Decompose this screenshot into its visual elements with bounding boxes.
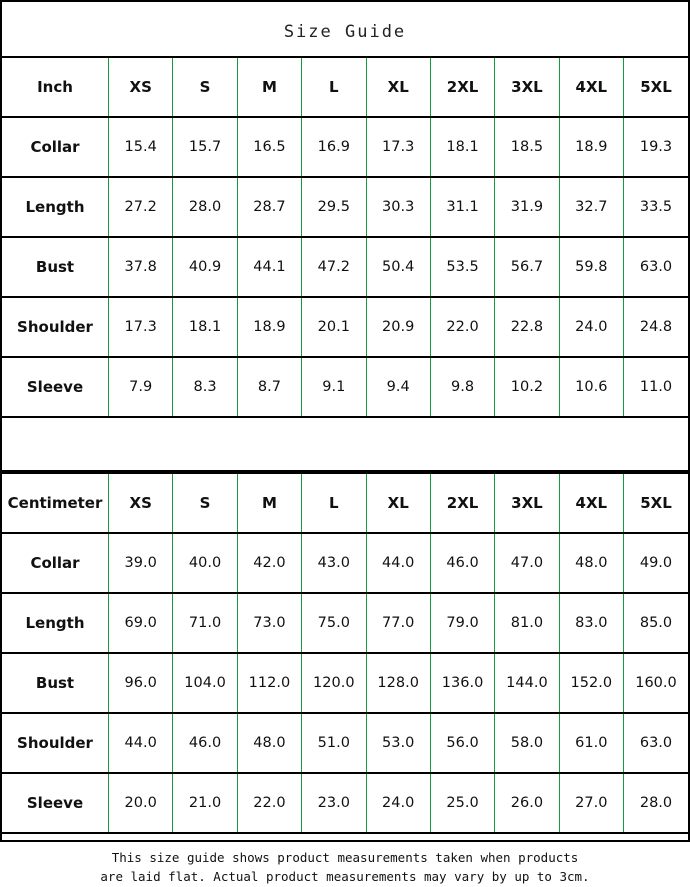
table-row (2, 713, 688, 773)
cell-shoulder-s-inch: 18.1 (173, 297, 237, 357)
cell-shoulder-s-cm: 46.0 (173, 713, 237, 773)
cell-length-4xl-inch: 32.7 (559, 177, 623, 237)
cell-collar-l-inch: 16.9 (302, 117, 366, 177)
cell-sleeve-l-inch: 9.1 (302, 357, 366, 417)
cell-bust-2xl-cm: 136.0 (430, 653, 494, 713)
cell-bust-s-inch: 40.9 (173, 237, 237, 297)
cell-length-s-inch: 28.0 (173, 177, 237, 237)
cell-shoulder-3xl-inch: 22.8 (495, 297, 559, 357)
cell-length-2xl-cm: 79.0 (430, 593, 494, 653)
cell-collar-l-cm: 43.0 (302, 533, 366, 593)
cell-sleeve-xs-inch: 7.9 (109, 357, 173, 417)
cell-length-3xl-inch: 31.9 (495, 177, 559, 237)
row-label-shoulder-cm: Shoulder (2, 713, 109, 773)
cell-bust-xl-inch: 50.4 (366, 237, 430, 297)
table-row (2, 297, 688, 357)
cell-bust-s-cm: 104.0 (173, 653, 237, 713)
size-header-3xl: 3XL (495, 57, 559, 117)
size-header-l-cm: L (302, 473, 366, 533)
cell-shoulder-4xl-inch: 24.0 (559, 297, 623, 357)
size-header-xl: XL (366, 57, 430, 117)
cell-length-3xl-cm: 81.0 (495, 593, 559, 653)
cell-shoulder-l-inch: 20.1 (302, 297, 366, 357)
cell-sleeve-m-inch: 8.7 (237, 357, 301, 417)
table-row (2, 593, 688, 653)
cell-length-xl-cm: 77.0 (366, 593, 430, 653)
size-header-2xl-cm: 2XL (430, 473, 494, 533)
cell-collar-m-inch: 16.5 (237, 117, 301, 177)
cell-shoulder-m-cm: 48.0 (237, 713, 301, 773)
cell-collar-3xl-cm: 47.0 (495, 533, 559, 593)
cell-shoulder-2xl-cm: 56.0 (430, 713, 494, 773)
cell-sleeve-3xl-inch: 10.2 (495, 357, 559, 417)
row-label-sleeve-inch: Sleeve (2, 357, 109, 417)
cell-bust-3xl-inch: 56.7 (495, 237, 559, 297)
footnote-line-2: are laid flat. Actual product measurements may vary by up to 3cm. (100, 869, 590, 885)
cell-length-4xl-cm: 83.0 (559, 593, 623, 653)
cell-sleeve-xl-cm: 24.0 (366, 773, 430, 833)
table-row (2, 237, 688, 297)
page-title: Size Guide (283, 22, 407, 42)
cell-collar-xl-inch: 17.3 (366, 117, 430, 177)
cell-sleeve-l-cm: 23.0 (302, 773, 366, 833)
cell-sleeve-s-cm: 21.0 (173, 773, 237, 833)
cell-collar-xs-inch: 15.4 (109, 117, 173, 177)
table-row (2, 773, 688, 833)
size-header-s-cm: S (173, 473, 237, 533)
cell-collar-5xl-cm: 49.0 (624, 533, 689, 593)
cell-shoulder-5xl-cm: 63.0 (624, 713, 689, 773)
cell-sleeve-2xl-cm: 25.0 (430, 773, 494, 833)
row-label-sleeve-cm: Sleeve (2, 773, 109, 833)
cell-length-xs-cm: 69.0 (109, 593, 173, 653)
cell-collar-s-cm: 40.0 (173, 533, 237, 593)
cell-sleeve-5xl-inch: 11.0 (624, 357, 689, 417)
size-header-m-cm: M (237, 473, 301, 533)
cell-collar-xl-cm: 44.0 (366, 533, 430, 593)
size-table-centimeter (2, 472, 688, 834)
cell-sleeve-3xl-cm: 26.0 (495, 773, 559, 833)
cell-bust-m-cm: 112.0 (237, 653, 301, 713)
cell-sleeve-xs-cm: 20.0 (109, 773, 173, 833)
table-row (2, 533, 688, 593)
table-header-row (2, 57, 688, 117)
row-label-length-cm: Length (2, 593, 109, 653)
cell-collar-4xl-cm: 48.0 (559, 533, 623, 593)
row-label-bust-inch: Bust (2, 237, 109, 297)
cell-shoulder-xs-inch: 17.3 (109, 297, 173, 357)
table-header-row (2, 473, 688, 533)
cell-collar-xs-cm: 39.0 (109, 533, 173, 593)
size-header-2xl: 2XL (430, 57, 494, 117)
size-header-s: S (173, 57, 237, 117)
size-header-xl-cm: XL (366, 473, 430, 533)
size-header-5xl-cm: 5XL (624, 473, 689, 533)
cell-shoulder-4xl-cm: 61.0 (559, 713, 623, 773)
cell-length-l-inch: 29.5 (302, 177, 366, 237)
cell-sleeve-5xl-cm: 28.0 (624, 773, 689, 833)
cell-bust-5xl-inch: 63.0 (624, 237, 689, 297)
cell-bust-4xl-cm: 152.0 (559, 653, 623, 713)
cell-collar-2xl-inch: 18.1 (430, 117, 494, 177)
cell-collar-2xl-cm: 46.0 (430, 533, 494, 593)
cell-length-5xl-cm: 85.0 (624, 593, 689, 653)
cell-bust-l-inch: 47.2 (302, 237, 366, 297)
cell-bust-l-cm: 120.0 (302, 653, 366, 713)
cell-length-m-inch: 28.7 (237, 177, 301, 237)
cell-length-2xl-inch: 31.1 (430, 177, 494, 237)
cell-shoulder-3xl-cm: 58.0 (495, 713, 559, 773)
row-label-shoulder-inch: Shoulder (2, 297, 109, 357)
cell-bust-2xl-inch: 53.5 (430, 237, 494, 297)
cell-sleeve-m-cm: 22.0 (237, 773, 301, 833)
cell-collar-4xl-inch: 18.9 (559, 117, 623, 177)
unit-label-inch: Inch (2, 57, 109, 117)
table-separator (2, 418, 688, 472)
footnote-line-1: This size guide shows product measurements taken when products (111, 850, 579, 865)
cell-collar-s-inch: 15.7 (173, 117, 237, 177)
table-row (2, 177, 688, 237)
cell-shoulder-l-cm: 51.0 (302, 713, 366, 773)
cell-sleeve-4xl-inch: 10.6 (559, 357, 623, 417)
cell-bust-xs-inch: 37.8 (109, 237, 173, 297)
row-label-bust-cm: Bust (2, 653, 109, 713)
cell-bust-5xl-cm: 160.0 (624, 653, 689, 713)
size-header-m: M (237, 57, 301, 117)
cell-shoulder-xl-inch: 20.9 (366, 297, 430, 357)
cell-shoulder-2xl-inch: 22.0 (430, 297, 494, 357)
cell-length-s-cm: 71.0 (173, 593, 237, 653)
unit-label-centimeter: Centimeter (2, 473, 109, 533)
cell-bust-m-inch: 44.1 (237, 237, 301, 297)
row-label-length-inch: Length (2, 177, 109, 237)
table-row (2, 357, 688, 417)
cell-sleeve-4xl-cm: 27.0 (559, 773, 623, 833)
cell-collar-m-cm: 42.0 (237, 533, 301, 593)
cell-shoulder-xl-cm: 53.0 (366, 713, 430, 773)
size-header-l: L (302, 57, 366, 117)
row-label-collar-cm: Collar (2, 533, 109, 593)
cell-bust-xl-cm: 128.0 (366, 653, 430, 713)
cell-collar-5xl-inch: 19.3 (624, 117, 689, 177)
table-row (2, 653, 688, 713)
size-header-4xl: 4XL (559, 57, 623, 117)
size-header-xs-cm: XS (109, 473, 173, 533)
cell-shoulder-5xl-inch: 24.8 (624, 297, 689, 357)
size-header-5xl: 5XL (624, 57, 689, 117)
cell-shoulder-xs-cm: 44.0 (109, 713, 173, 773)
cell-bust-xs-cm: 96.0 (109, 653, 173, 713)
size-header-xs: XS (109, 57, 173, 117)
row-label-collar-inch: Collar (2, 117, 109, 177)
cell-length-xl-inch: 30.3 (366, 177, 430, 237)
size-header-4xl-cm: 4XL (559, 473, 623, 533)
table-row (2, 117, 688, 177)
cell-collar-3xl-inch: 18.5 (495, 117, 559, 177)
cell-length-xs-inch: 27.2 (109, 177, 173, 237)
cell-length-l-cm: 75.0 (302, 593, 366, 653)
cell-sleeve-s-inch: 8.3 (173, 357, 237, 417)
size-header-3xl-cm: 3XL (495, 473, 559, 533)
size-table-inch (2, 56, 688, 418)
cell-bust-4xl-inch: 59.8 (559, 237, 623, 297)
cell-length-5xl-inch: 33.5 (624, 177, 689, 237)
cell-sleeve-xl-inch: 9.4 (366, 357, 430, 417)
cell-sleeve-2xl-inch: 9.8 (430, 357, 494, 417)
cell-shoulder-m-inch: 18.9 (237, 297, 301, 357)
cell-bust-3xl-cm: 144.0 (495, 653, 559, 713)
cell-length-m-cm: 73.0 (237, 593, 301, 653)
